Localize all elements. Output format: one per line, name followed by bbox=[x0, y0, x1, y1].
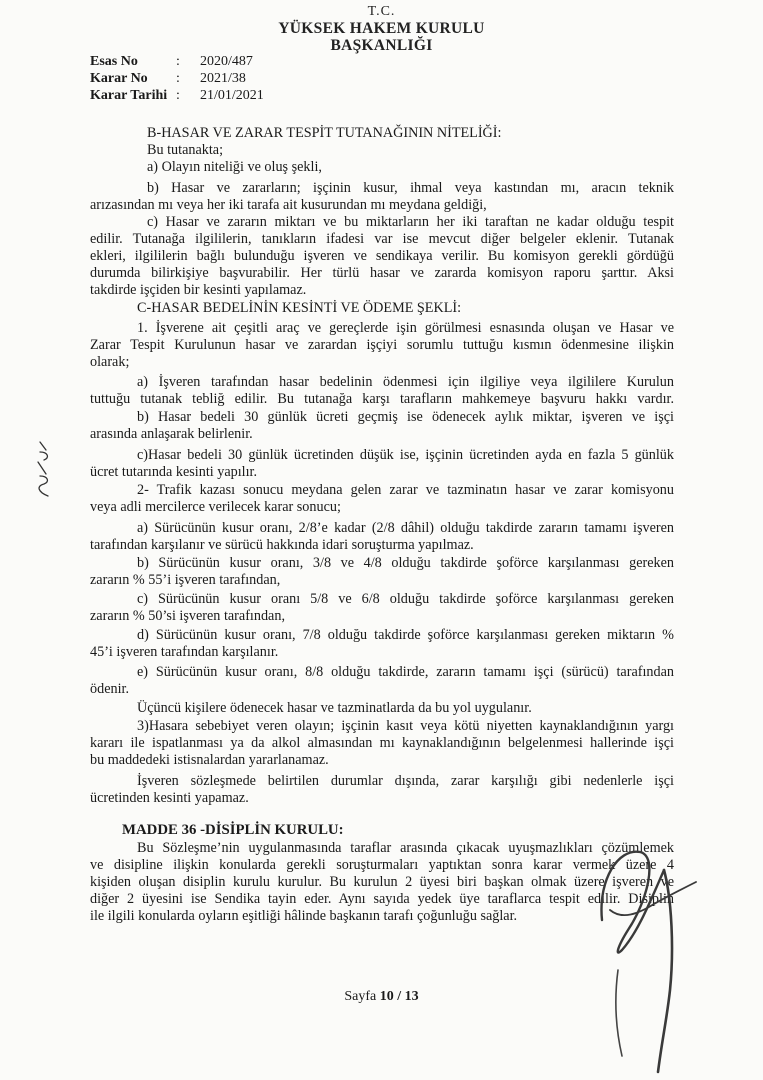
text-line: zararın % 55’i işveren tarafından, bbox=[90, 572, 281, 588]
text-line: ekleri, ilgililerin bağlı bulunduğu işveren ve sendikaya verilir. Bu komisyon gerekli gördüğü bbox=[90, 248, 674, 264]
text-line: c) Sürücünün kusur oranı 5/8 ve 6/8 olduğu takdirde şoförce karşılanması gereken bbox=[137, 591, 674, 607]
meta-sep: : bbox=[176, 71, 180, 86]
text-line: d) Sürücünün kusur oranı, 7/8 olduğu takdirde şoförce karşılanması gereken miktarın % bbox=[137, 627, 674, 643]
text-line: 2- Trafik kazası sonucu meydana gelen zarar ve tazminatın hasar ve zarar komisyonu bbox=[137, 482, 674, 498]
text-line: a) Sürücünün kusur oranı, 2/8’e kadar (2/8 dâhil) olduğu takdirde zararın tamamı işveren bbox=[137, 520, 674, 536]
text-line: c) Hasar ve zararın miktarı ve bu miktarların her iki taraftan ne kadar olduğu tespit bbox=[147, 214, 674, 230]
text-line: olarak; bbox=[90, 354, 130, 370]
text-line: arızasından mı veya her iki tarafa ait kusurundan mı meydana geldiği, bbox=[90, 197, 487, 213]
text-line: a) İşveren tarafından hasar bedelinin ödenmesi için ilgiliye veya ilgililere Kurulun bbox=[137, 374, 674, 390]
text-line: b) Hasar ve zararların; işçinin kusur, ihmal veya kastından mı, aracın teknik bbox=[147, 180, 674, 196]
meta-value: 21/01/2021 bbox=[200, 88, 264, 103]
text-line: 1. İşverene ait çeşitli araç ve gereçlerde işin görülmesi esnasında oluşan ve Hasar ve bbox=[137, 320, 674, 336]
section-b-heading: B-HASAR VE ZARAR TESPİT TUTANAĞININ NİTELİĞİ: bbox=[147, 125, 502, 141]
meta-row-tarih bbox=[90, 88, 264, 104]
text-line: arasında anlaşarak belirlenir. bbox=[90, 426, 253, 442]
meta-value: 2021/38 bbox=[200, 71, 246, 86]
text-line: takdirde işçiden bir kesinti yapılamaz. bbox=[90, 282, 307, 298]
header-tc: T.C. bbox=[367, 4, 396, 19]
text-line: ödenir. bbox=[90, 681, 130, 697]
meta-sep: : bbox=[176, 54, 180, 69]
meta-label: Karar No bbox=[90, 71, 148, 86]
text-line: ve disipline ilişkin konularda gerekli soruşturmaları yaptıktan sonra karar vermek üzere 4 bbox=[90, 857, 674, 873]
header-organization: YÜKSEK HAKEM KURULU bbox=[278, 20, 485, 37]
footer-prefix: Sayfa bbox=[344, 989, 380, 1004]
section-c-heading: C-HASAR BEDELİNİN KESİNTİ VE ÖDEME ŞEKLİ: bbox=[137, 300, 462, 316]
text-line: bu maddedeki istisnalardan yararlanamaz. bbox=[90, 752, 329, 768]
text-line: 45’i işveren tarafından karşılanır. bbox=[90, 644, 279, 660]
article-36-heading: MADDE 36 -DİSİPLİN KURULU: bbox=[122, 822, 344, 838]
text-line: İşveren sözleşmede belirtilen durumlar dışında, zarar karşılığı gibi nedenlerle işçi bbox=[137, 773, 674, 789]
header-department: BAŞKANLIĞI bbox=[330, 37, 433, 54]
meta-label: Karar Tarihi bbox=[90, 88, 168, 103]
footer-sep: / bbox=[393, 989, 405, 1004]
text-line: ücret tutarında kesinti yapılır. bbox=[90, 464, 258, 480]
text-line: tuttuğu tutanak tebliğ edilir. Bu tutanağa karşı tarafların mahkemeye başvuru hakkı vardır. bbox=[90, 391, 674, 407]
text-line: b) Hasar bedeli 30 günlük ücreti geçmiş ise ödenecek aylık miktar, işveren ve işçi bbox=[137, 409, 674, 425]
page-footer bbox=[0, 989, 763, 1005]
meta-sep: : bbox=[176, 88, 180, 103]
footer-page-current: 10 bbox=[379, 989, 394, 1004]
text-line: a) Olayın niteliği ve oluş şekli, bbox=[147, 159, 322, 175]
text-line: 3)Hasara sebebiyet veren olayın; işçinin kasıt veya kötü niyetten kaynaklandığının yargı bbox=[137, 718, 674, 734]
text-line: veya adli mercilerce verilecek karar sonucu; bbox=[90, 499, 341, 515]
text-line: Zarar Tespit Kurulunun hasar ve zarardan işçiyi sorumlu tuttuğu kısmın ödenmesine ilişkin bbox=[90, 337, 674, 353]
meta-value: 2020/487 bbox=[200, 54, 253, 69]
text-line: Bu tutanakta; bbox=[147, 142, 224, 158]
text-line: ile ilgili konularda oyların eşitliği hâlinde başkanın tarafı çoğunluğu sağlar. bbox=[90, 908, 518, 924]
meta-row-karar bbox=[90, 71, 246, 87]
text-line: ücretinden kesinti yapamaz. bbox=[90, 790, 249, 806]
meta-label: Esas No bbox=[90, 54, 138, 69]
text-line: edilir. Tutanağa ilgililerin, tanıkların ifadesi var ise mevcut diğer belgeler eklenir. Tutanak bbox=[90, 231, 674, 247]
text-line: Üçüncü kişilere ödenecek hasar ve tazminatlarda da bu yol uygulanır. bbox=[137, 700, 532, 716]
text-line: diğer 2 üyesini ise Sendika tayin eder. Aynı sayıda yedek üye taraflarca tespit edilir. Disiplin bbox=[90, 891, 674, 907]
text-line: e) Sürücünün kusur oranı, 8/8 olduğu takdirde, zararın tamamı işçi (sürücü) tarafından bbox=[137, 664, 674, 680]
text-line: kararı ile ispatlanması ya da alkol almasından mı kaynaklandığının belgelenmesi hallerinde işçi bbox=[90, 735, 674, 751]
handwritten-initials-icon bbox=[30, 440, 54, 500]
text-line: durumda bilirkişiye başvurabilir. Her türlü hasar ve zararda komisyon raporu şarttır. Aksi bbox=[90, 265, 674, 281]
text-line: kişiden oluşan disiplin kurulu kurulur. Bu kurulun 2 üyesi biri başkan olmak üzere işveren ve bbox=[90, 874, 674, 890]
signature-icon bbox=[588, 840, 708, 1080]
text-line: c)Hasar bedeli 30 günlük ücretinden düşük ise, işçinin ücretinden ayda en fazla 5 günlük bbox=[137, 447, 674, 463]
footer-page-total: 13 bbox=[404, 989, 419, 1004]
text-line: Bu Sözleşme’nin uygulanmasında taraflar arasında çıkacak uyuşmazlıkları çözümlemek bbox=[137, 840, 674, 856]
meta-row-esas bbox=[90, 54, 253, 70]
text-line: zararın % 50’si işveren tarafından, bbox=[90, 608, 285, 624]
text-line: tarafından karşılanır ve sürücü hakkında idari soruşturma yapılmaz. bbox=[90, 537, 474, 553]
text-line: b) Sürücünün kusur oranı, 3/8 ve 4/8 olduğu takdirde şoförce karşılanması gereken bbox=[137, 555, 674, 571]
